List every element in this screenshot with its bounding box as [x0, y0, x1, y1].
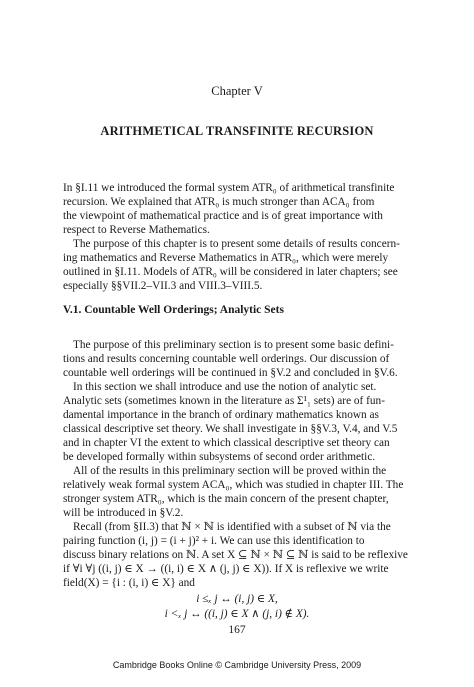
page-number: 167 [228, 624, 246, 636]
text-line: stronger system ATR₀, which is the main concern of the present chapter, [63, 493, 389, 506]
text-line: Analytic sets (sometimes known in the literature as Σ¹₁ sets) are of fun- [63, 395, 385, 408]
display-equation-2: i <ₓ j ↔ ((i, j) ∈ X ∧ (j, i) ∉ X). [164, 608, 310, 620]
section-paragraph-3 [63, 464, 415, 520]
text-line: The purpose of this preliminary section is to present some basic defini- [73, 339, 394, 351]
chapter-heading: Chapter V [211, 84, 263, 98]
text-line: ing mathematics and Reverse Mathematics in ATR₀, which were merely [63, 252, 389, 265]
text-line: relatively weak formal system ACA₀, which was studied in chapter III. The [63, 479, 404, 492]
text-line: The purpose of this chapter is to present some details of results concern- [73, 238, 400, 250]
section-paragraph-4 [63, 520, 415, 590]
text-line: outlined in §I.11. Models of ATR₀ will be considered in later chapters; see [63, 266, 398, 279]
intro-paragraph-2 [63, 237, 415, 293]
text-line: respect to Reverse Mathematics. [63, 224, 210, 237]
chapter-title: ARITHMETICAL TRANSFINITE RECURSION [100, 124, 374, 138]
text-line: countable well orderings will be continued in §V.2 and concluded in §V.6. [63, 367, 398, 380]
section-paragraph-2 [63, 380, 415, 465]
section-paragraph-1 [63, 338, 415, 380]
text-line: recursion. We explained that ATR₀ is much stronger than ACA₀ from [63, 196, 375, 209]
text-line: the viewpoint of mathematical practice and is of great importance with [63, 210, 383, 223]
section-heading: V.1. Countable Well Orderings; Analytic Sets [63, 304, 284, 316]
intro-paragraph-1 [63, 181, 415, 237]
text-line: tions and results concerning countable well orderings. Our discussion of [63, 353, 390, 366]
display-equation-1: i ≤ₓ j ↔ (i, j) ∈ X, [196, 593, 278, 605]
text-line: will be introduced in §V.2. [63, 507, 184, 520]
footer-copyright: Cambridge Books Online © Cambridge University Press, 2009 [112, 660, 362, 670]
text-line: if ∀i ∀j ((i, j) ∈ X → ((i, i) ∈ X ∧ (j, j) ∈ X)). If X is reflexive we write [63, 563, 389, 576]
text-line: In this section we shall introduce and use the notion of analytic set. [73, 381, 377, 393]
text-line: In §I.11 we introduced the formal system ATR₀ of arithmetical transfinite [63, 182, 395, 194]
text-line: pairing function (i, j) = (i + j)² + i. We can use this identification to [63, 535, 365, 548]
text-line: especially §§VII.2–VII.3 and VIII.3–VIII.5. [63, 280, 263, 293]
text-line: All of the results in this preliminary section will be proved within the [73, 465, 387, 477]
text-line: be developed formally within subsystems of second order arithmetic. [63, 451, 376, 464]
text-line: damental importance in the branch of ordinary mathematics known as [63, 409, 379, 422]
text-line: and in chapter VI the extent to which classical descriptive set theory can [63, 437, 390, 450]
text-line: Recall (from §II.3) that ℕ × ℕ is identified with a subset of ℕ via the [73, 521, 391, 533]
text-line: field(X) = {i : (i, i) ∈ X} and [63, 577, 195, 590]
text-line: classical descriptive set theory. We shall investigate in §§V.3, V.4, and V.5 [63, 423, 398, 436]
text-line: discuss binary relations on ℕ. A set X ⊆ ℕ × ℕ ⊆ ℕ is said to be reflexive [63, 549, 408, 562]
